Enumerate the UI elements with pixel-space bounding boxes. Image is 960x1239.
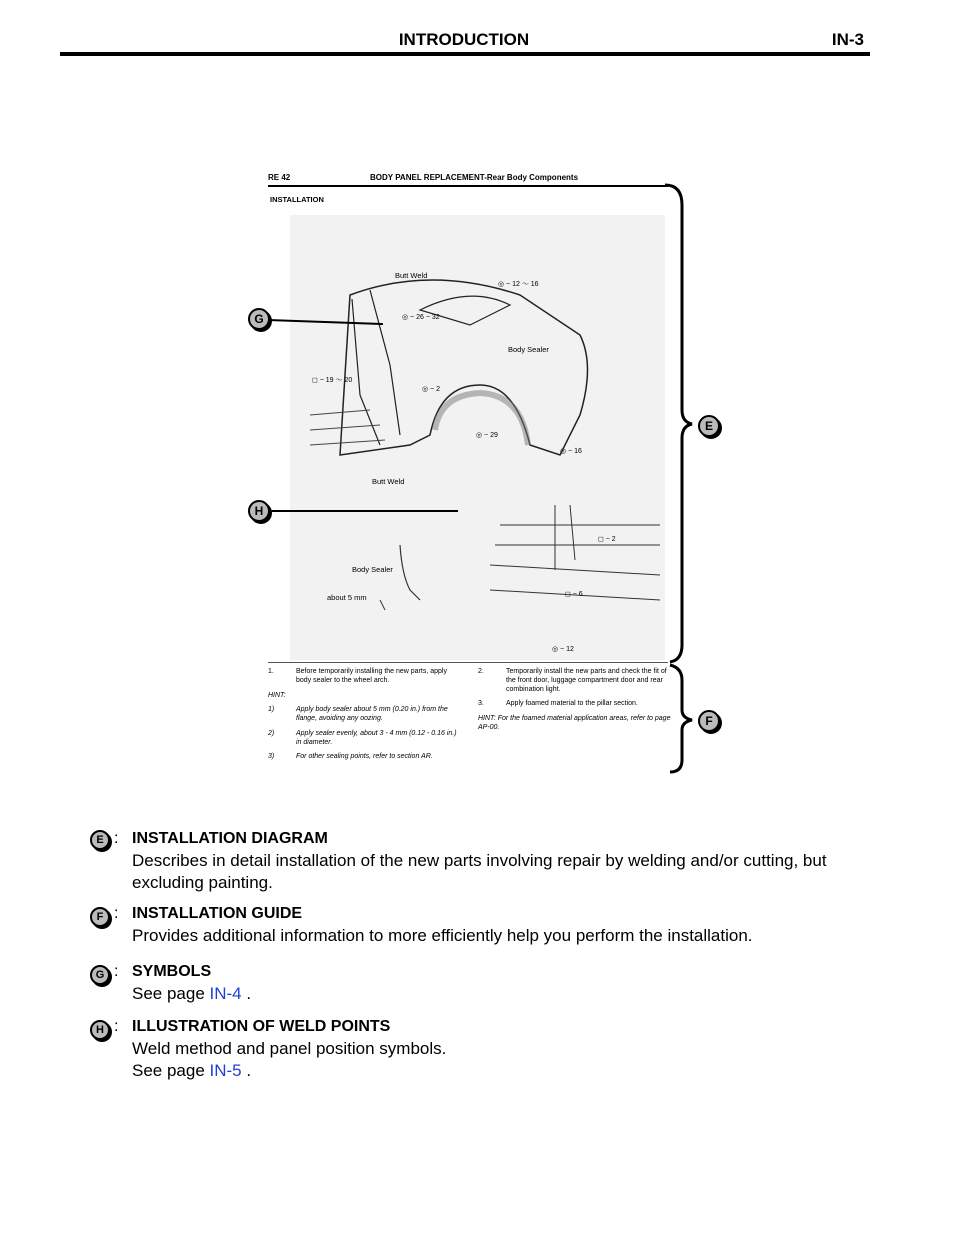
figure-title: BODY PANEL REPLACEMENT-Rear Body Components xyxy=(370,173,579,182)
note-foam-hint: HINT: For the foamed material application areas, refer to page AP-00. xyxy=(478,715,671,731)
link-in-5[interactable]: IN-5 xyxy=(209,1061,242,1080)
legend-e-heading: INSTALLATION DIAGRAM xyxy=(132,830,328,847)
label-about-5mm: about 5 mm xyxy=(327,593,367,602)
figure-code: RE 42 xyxy=(268,173,291,182)
figure-subtitle: INSTALLATION xyxy=(270,195,324,204)
legend-h-heading: ILLUSTRATION OF WELD POINTS xyxy=(132,1018,391,1035)
note-hint-label: HINT: xyxy=(268,691,286,699)
callout-3: ◻ − 19 〜 20 xyxy=(312,377,353,384)
legend-f-heading: INSTALLATION GUIDE xyxy=(132,905,303,922)
note-hint-1: 1) Apply body sealer about 5 mm (0.20 in.) from the flange, avoiding any oozing. xyxy=(268,706,448,722)
figure-brackets xyxy=(250,160,730,780)
legend-e-body: Describes in detail installation of the new parts involving repair by welding and/or cutting, but excluding painting. xyxy=(132,851,827,892)
link-in-4[interactable]: IN-4 xyxy=(209,984,242,1003)
callout-5: ◎ − 29 xyxy=(476,432,498,439)
callout-9: ◎ − 12 xyxy=(552,646,574,653)
label-butt-weld-bottom: Butt Weld xyxy=(372,477,405,486)
note-step-2: 2. Temporarily install the new parts and check the fit of the front door, luggage compartment door and rear combination light. xyxy=(478,668,667,693)
note-step-3: 3. Apply foamed material to the pillar section. xyxy=(478,700,638,708)
legend-h-body: Weld method and panel position symbols. See page IN-5 . xyxy=(132,1039,447,1080)
leader-h xyxy=(268,510,458,512)
legend-g-body: See page IN-4 . xyxy=(132,984,252,1003)
installation-figure xyxy=(250,160,730,780)
badge-e: E xyxy=(90,830,110,850)
page-header xyxy=(60,28,868,50)
callout-4: ◎ − 2 xyxy=(422,386,440,393)
badge-h: H xyxy=(90,1020,110,1040)
badge-g: G xyxy=(90,965,110,985)
label-body-sealer-detail: Body Sealer xyxy=(352,565,393,574)
badge-h-figure: H xyxy=(248,500,270,522)
page-number: IN-3 xyxy=(831,30,864,49)
callout-1: ◎ − 12 〜 16 xyxy=(498,281,539,288)
note-hint-3: 3) For other sealing points, refer to section AR. xyxy=(268,753,433,761)
callout-8: ◻ − 6 xyxy=(565,591,583,598)
callout-2: ◎ − 26 − 32 xyxy=(402,314,440,321)
callout-6: ◎ − 16 xyxy=(560,448,582,455)
page-title: INTRODUCTION xyxy=(398,30,530,49)
badge-f: F xyxy=(90,907,110,927)
callout-7: ◻ − 2 xyxy=(598,536,616,543)
badge-g-figure: G xyxy=(248,308,270,330)
legend-f-body: Provides additional information to more efficiently help you perform the installation. xyxy=(132,926,753,945)
badge-e-figure: E xyxy=(698,415,720,437)
label-butt-weld-top: Butt Weld xyxy=(395,271,428,280)
badge-f-figure: F xyxy=(698,710,720,732)
header-rule xyxy=(60,52,870,56)
note-step-1: 1. Before temporarily installing the new parts, apply body sealer to the wheel arch. xyxy=(268,668,447,684)
note-hint-2: 2) Apply sealer evenly, about 3 - 4 mm (0.12 - 0.16 in.) in diameter. xyxy=(268,729,457,746)
label-body-sealer: Body Sealer xyxy=(508,345,549,354)
legend-g-heading: SYMBOLS xyxy=(132,963,212,980)
